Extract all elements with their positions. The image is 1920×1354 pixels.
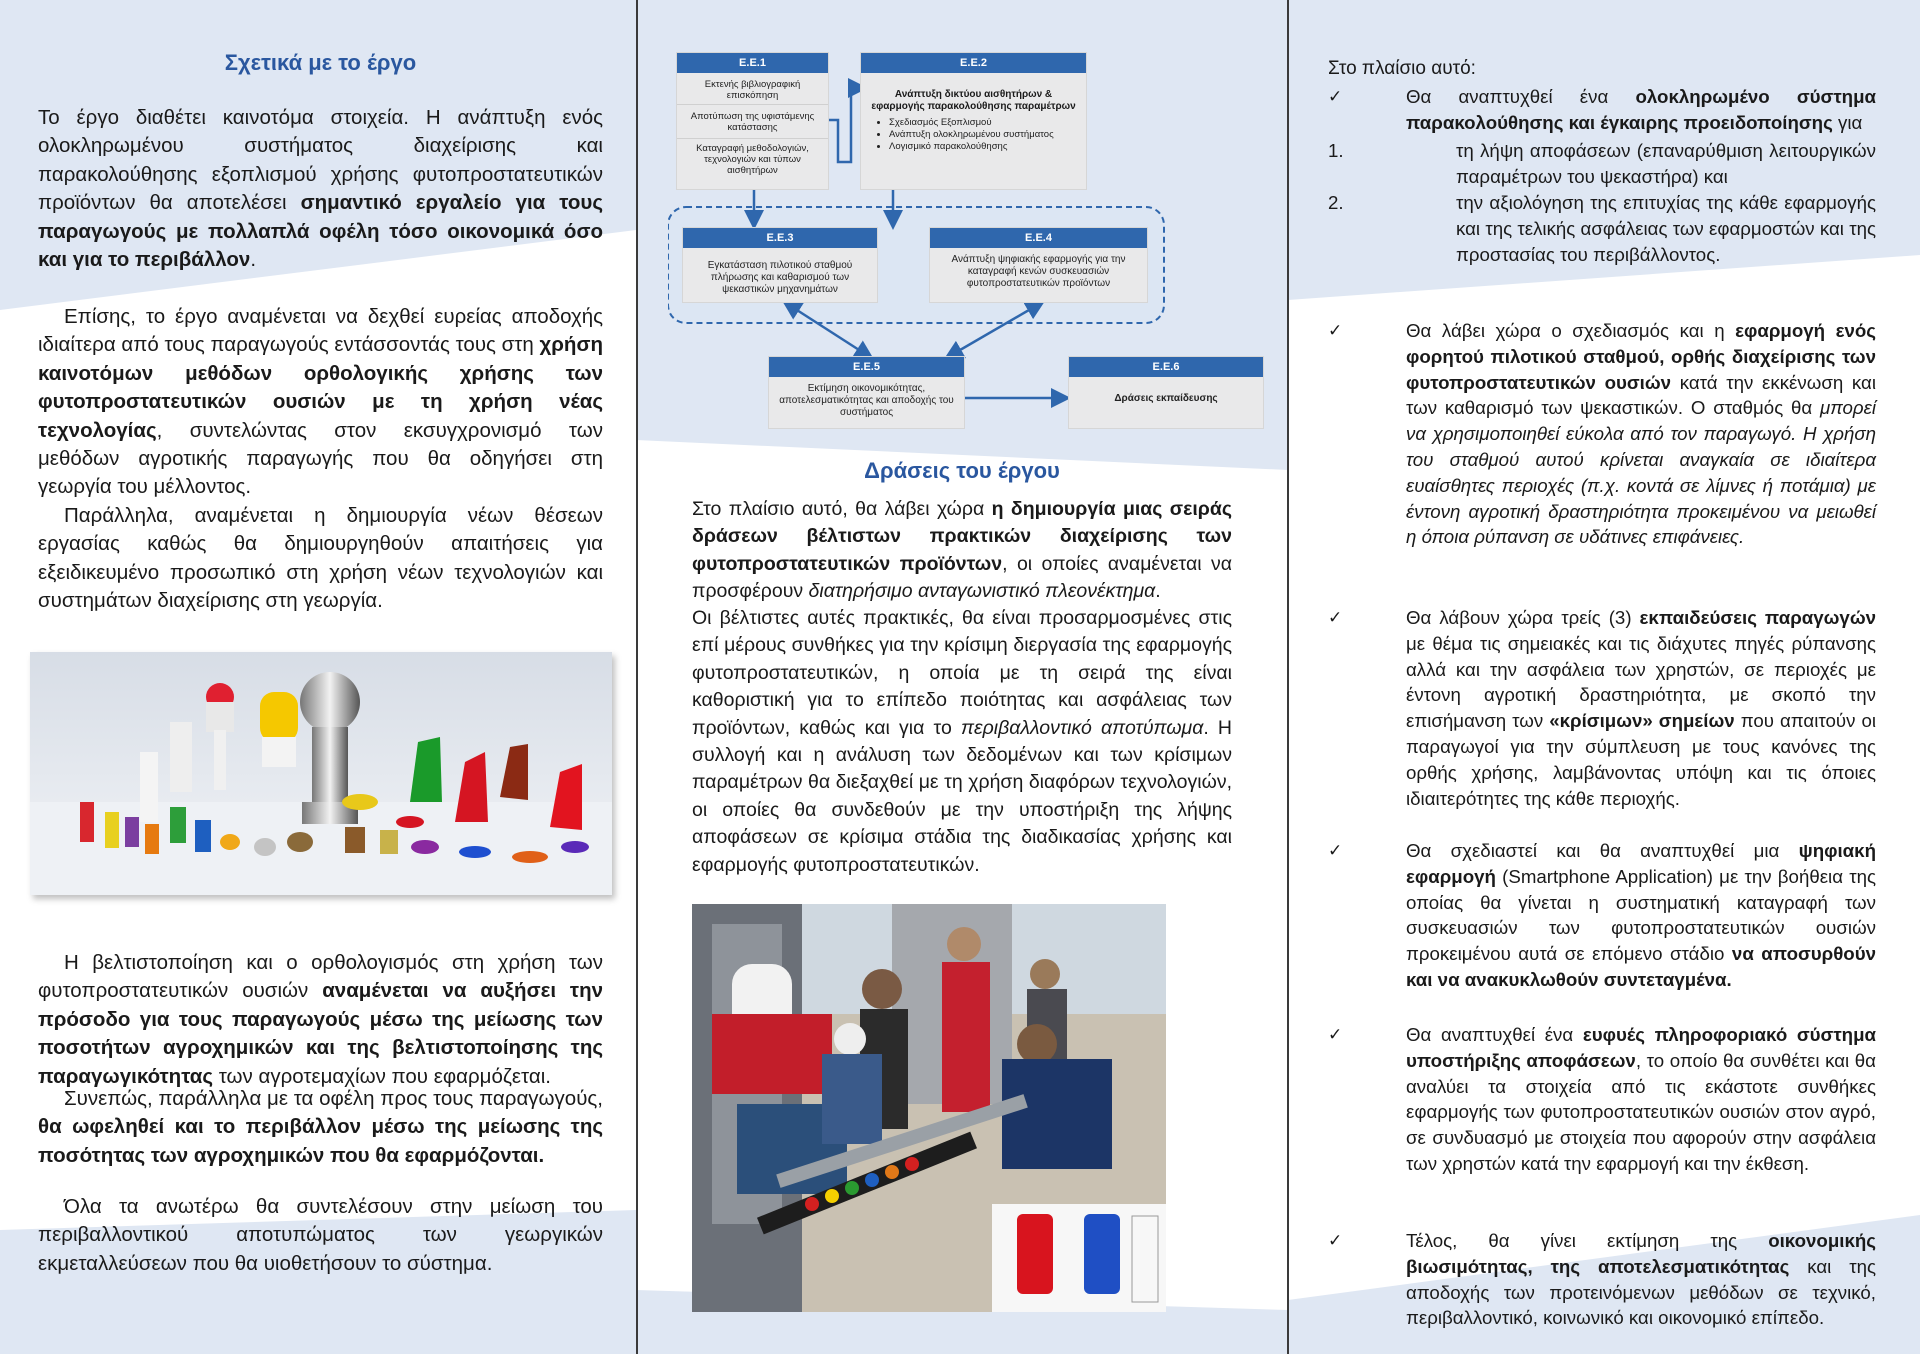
- wp-ee3-text: Εγκατάσταση πιλοτικού σταθμού πλήρωσης και καθαρισμού των ψεκαστικών μηχανημάτων: [707, 260, 853, 295]
- about-paragraph-2: Επίσης, το έργο αναμένεται να δεχθεί ευρείας αποδοχής ιδιαίτερα από τους παραγωγούς εντάσσοντάς τους στη χρήση καινοτόμων μεθόδων ορθολογικής χρήσης των φυτοπροστατευτικών ουσιών με τη χρήση νέας τεχνολογίας, συντελώντας στον εκσυγχρονισμό των μεθόδων αγροτικής παραγωγής που θα οδηγήσει στη γεωργία του μέλλοντος.: [38, 305, 604, 499]
- wp-ee5-text: Εκτίμηση οικονομικότητας, αποτελεσματικότητας και αποδοχής του συστήματος: [779, 383, 954, 418]
- column-divider-left: [636, 0, 638, 1354]
- actions-heading: Δράσεις του έργου: [864, 458, 1060, 483]
- nozzles-illustration: [30, 652, 612, 895]
- field-demonstration-photo: [692, 904, 1166, 1312]
- column-framework: [1320, 0, 1880, 1354]
- field-demo-illustration: [692, 904, 1166, 1312]
- wp-ee2-bullet: • Σχεδιασμός Εξοπλισμού: [889, 117, 1086, 129]
- checkmark-icon: ✓: [1328, 608, 1343, 627]
- wp-ee4-label: Ε.Ε.4: [930, 228, 1147, 248]
- wp-ee6-label: Ε.Ε.6: [1069, 357, 1263, 377]
- about-paragraph-3: Παράλληλα, αναμένεται η δημιουργία νέων θέσεων εργασίας καθώς θα δημιουργηθούν απαιτήσεις για εξειδικευμένο προσωπικό στη χρήση νέων τεχνολογιών και συστημάτων διαχείρισης στη γεωργία.: [38, 504, 603, 613]
- framework-intro: Στο πλαίσιο αυτό:: [1328, 58, 1476, 79]
- actions-paragraph-1: Στο πλαίσιο αυτό, θα λάβει χώρα η δημιουργία μιας σειράς δράσεων βέλτιστων πρακτικών διαχείρισης των φυτοπροστατευτικών προϊόντων, οι οποίες αναμένεται να προσφέρουν διατηρήσιμο ανταγωνιστικό πλεονέκτημα.: [692, 498, 1232, 603]
- wp-ee1-cell: Καταγραφή μεθοδολογιών, τεχνολογιών και τύπων αισθητήρων: [696, 143, 809, 176]
- framework-item-3: ✓ Θα λάβουν χώρα τρείς (3) εκπαιδεύσεις παραγωγών με θέμα τις σημειακές και τις διάχυτες πηγές ρύπανσης αλλά και την ασφάλεια των χρηστών, σε περιοχές με έντονη αγροτική δραστηριότητα, με σκοπό την επισήμανση των «κρίσιμων» σημείων που απαιτούν οι παραγωγοί για την σύμπλευση με τους κανόνες της ορθής χρήσης, λαμβάνοντας υπόψη και τις όποιες ιδιαιτερότητες της κάθε περιοχής.: [1328, 607, 1876, 809]
- checkmark-icon: ✓: [1328, 841, 1343, 860]
- wp-ee2-label: Ε.Ε.2: [861, 53, 1086, 73]
- wp-ee2-bullet: • Ανάπτυξη ολοκληρωμένου συστήματος: [889, 129, 1086, 141]
- framework-item-1: ✓ Θα αναπτυχθεί ένα ολοκληρωμένο σύστημα παρακολούθησης και έγκαιρης προειδοποίησης για 1. τη λήψη αποφάσεων (επαναρύθμιση λειτουργικών παραμέτρων του ψεκαστήρα) και 2. την αξιολόγηση της επιτυχίας της κάθε εφαρμογής και της τελικής ασφάλειας των εφαρμοστών και της προστασίας του περιβάλλοντος.: [1320, 84, 1880, 284]
- column-actions: [692, 0, 1232, 1354]
- framework-subitem-2: την αξιολόγηση της επιτυχίας της κάθε εφαρμογής και της τελικής ασφάλειας των εφαρμοστών και της προστασίας του περιβάλλοντος.: [1456, 192, 1876, 265]
- wp-ee1-cell: Αποτύπωση της υφιστάμενης κατάστασης: [677, 105, 828, 139]
- wp-ee1-label: Ε.Ε.1: [677, 53, 828, 73]
- wp-ee2-bullet: • Λογισμικό παρακολούθησης: [889, 141, 1086, 153]
- about-paragraph-4: Η βελτιστοποίηση και ο ορθολογισμός στη χρήση των φυτοπροστατευτικών ουσιών αναμένεται να αυξήσει την πρόσοδο για τους παραγωγούς μέσω της μείωσης των ποσοτήτων αγροχημικών και της βελτιστοποίησης της παραγωγικότητας των αγροτεμαχίων που εφαρμόζεται.: [38, 951, 604, 1088]
- wp-ee2-title: Ανάπτυξη δικτύου αισθητήρων & εφαρμογής παρακολούθησης παραμέτρων: [871, 89, 1076, 112]
- actions-paragraph-2: Οι βέλτιστες αυτές πρακτικές, θα είναι προσαρμοσμένες στις επί μέρους συνθήκες για την κρίσιμη διεργασία της εφαρμογής φυτοπροστατευτικών, η οποία με τη σειρά της είναι καθοριστική για το επίπεδο ποιότητας και ασφάλειας των προϊόντων, καθώς και για το περιβαλλοντικό αποτύπωμα. Η συλλογή και η ανάλυση των δεδομένων και των κρίσιμων παραμέτρων θα διεξαχθεί με τη χρήση διαφόρων τεχνολογιών, οι οποίες θα συνδεθούν με την υποστήριξη της λήψης αποφάσεων σε κρίσιμα στάδια της διαδικασίας χρήσης και εφαρμογής φυτοπροστατευτικών.: [692, 607, 1232, 876]
- wp-ee6-text: Δράσεις εκπαίδευσης: [1114, 393, 1218, 404]
- wp-ee4-text: Ανάπτυξη ψηφιακής εφαρμογής για την καταγραφή κενών συσκευασιών φυτοπροστατευτικών προϊόντων: [951, 254, 1126, 289]
- checkmark-icon: ✓: [1328, 321, 1343, 340]
- checkmark-icon: ✓: [1328, 1231, 1343, 1250]
- framework-item-4: ✓ Θα σχεδιαστεί και θα αναπτυχθεί μια ψηφιακή εφαρμογή (Smartphone Application) με την βοήθεια της οποίας θα γίνεται η συστηματική καταγραφή των συσκευασιών των φυτοπροστατευτικών ουσιών προκειμένου αυτά σε επόμενο στάδιο να αποσυρθούν και να ανακυκλωθούν συντεταγμένα.: [1328, 840, 1876, 990]
- checkmark-icon: ✓: [1328, 87, 1343, 106]
- about-heading: Σχετικά με το έργο: [224, 50, 417, 75]
- about-paragraph-5: Συνεπώς, παράλληλα με τα οφέλη προς τους παραγωγούς, θα ωφεληθεί και το περιβάλλον μέσω της μείωσης της ποσότητας των αγροχημικών που θα εφαρμόζονται.: [38, 1087, 603, 1167]
- checkmark-icon: ✓: [1328, 1025, 1343, 1044]
- spray-nozzles-photo: [30, 652, 612, 895]
- sublist-number: 2.: [1328, 192, 1344, 213]
- framework-subitem-1: τη λήψη αποφάσεων (επαναρύθμιση λειτουργικών παραμέτρων του ψεκαστήρα) και: [1456, 140, 1876, 187]
- about-paragraph-1: Το έργο διαθέτει καινοτόμα στοιχεία. Η ανάπτυξη ενός ολοκληρωμένου συστήματος διαχείρισης και παρακολούθησης εξοπλισμού χρήσης φυτοπροστατευτικών προϊόντων θα αποτελέσει σημαντικό εργαλείο για τους παραγωγούς με πολλαπλά οφέλη τόσο οικονομικά όσο και για το περιβάλλον.: [38, 106, 603, 272]
- column-divider-right: [1287, 0, 1289, 1354]
- framework-item-2: ✓ Θα λάβει χώρα ο σχεδιασμός και η εφαρμογή ενός φορητού πιλοτικού σταθμού, ορθής διαχείρισης των φυτοπροστατευτικών ουσιών κατά την εκκένωση και των καθαρισμό των ψεκαστικών. Ο σταθμός θα μπορεί να χρησιμοποιηθεί εύκολα από τον παραγωγό. Η χρήση του σταθμού αυτού κρίνεται αναγκαία σε ιδιαίτερα ευαίσθητες περιοχές (π.χ. κοντά σε λίμνες ή ποτάμια) με έντονη αγροτική δραστηριότητα προκειμένου να μειωθεί η όποια ρύπανση σε υδάτινες επιφάνειες.: [1328, 320, 1877, 548]
- wp-ee3-label: Ε.Ε.3: [683, 228, 877, 248]
- sublist-number: 1.: [1328, 140, 1344, 161]
- framework-item-5: ✓ Θα αναπτυχθεί ένα ευφυές πληροφοριακό σύστημα υποστήριξης αποφάσεων, το οποίο θα συνθέτει και θα αναλύει τα στοιχεία από τις εκάστοτε συνθήκες εφαρμογής των φυτοπροστατευτικών ουσιών στον αγρό, σε συνδυασμό με στοιχεία που αφορούν στην ασφάλεια των χρηστών κατά την εφαρμογή και την έκθεση.: [1328, 1024, 1876, 1174]
- column-about: [38, 0, 603, 1354]
- wp-ee1-cell: Εκτενής βιβλιογραφική επισκόπηση: [677, 73, 828, 105]
- framework-item-6: ✓ Τέλος, θα γίνει εκτίμηση της οικονομικής βιωσιμότητας, της αποτελεσματικότητας και της αποδοχής των προτεινόμενων μεθόδων σε τεχνικό, περιβαλλοντικό, κοινωνικό και οικονομικό επίπεδο.: [1328, 1230, 1876, 1329]
- about-paragraph-6: Όλα τα ανωτέρω θα συντελέσουν στην μείωση του περιβαλλοντικού αποτυπώματος των γεωργικών εκμεταλλεύσεων που θα υιοθετήσουν το σύστημα.: [38, 1195, 603, 1275]
- wp-ee5-label: Ε.Ε.5: [769, 357, 964, 377]
